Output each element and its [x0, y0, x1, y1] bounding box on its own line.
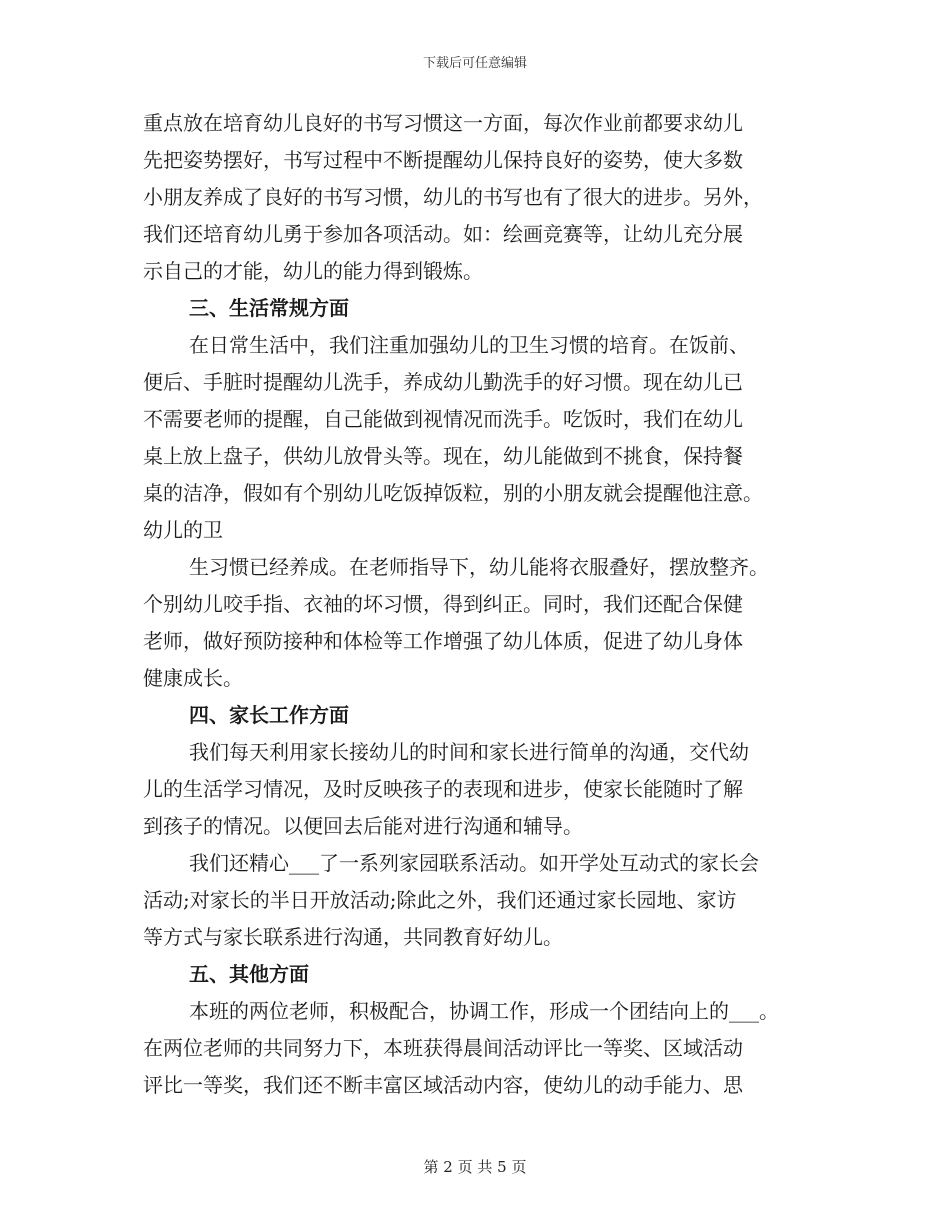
body-line: 桌上放上盘子，供幼儿放骨头等。现在，幼儿能做到不挑食，保持餐	[143, 444, 743, 468]
body-line: 生习惯已经养成。在老师指导下，幼儿能将衣服叠好，摆放整齐。	[189, 555, 769, 579]
body-line: 重点放在培育幼儿良好的书写习惯这一方面，每次作业前都要求幼儿	[143, 111, 743, 135]
body-line: 不需要老师的提醒，自己能做到视情况而洗手。吃饭时，我们在幼儿	[143, 407, 743, 431]
body-line: 儿的生活学习情况，及时反映孩子的表现和进步，使家长能随时了解	[143, 777, 743, 801]
body-line: 示自己的才能，幼儿的能力得到锻炼。	[143, 259, 483, 283]
body-line: 我们每天利用家长接幼儿的时间和家长进行简单的沟通，交代幼	[189, 740, 749, 764]
body-line: 小朋友养成了良好的书写习惯，幼儿的书写也有了很大的进步。另外，	[143, 185, 763, 209]
body-line: 老师，做好预防接种和体检等工作增强了幼儿体质，促进了幼儿身体	[143, 629, 743, 653]
body-line: 先把姿势摆好，书写过程中不断提醒幼儿保持良好的姿势，使大多数	[143, 148, 743, 172]
body-line: 评比一等奖，我们还不断丰富区域活动内容，使幼儿的动手能力、思	[143, 1073, 743, 1097]
body-line: 在两位老师的共同努力下，本班获得晨间活动评比一等奖、区域活动	[143, 1036, 743, 1060]
body-line: 到孩子的情况。以便回去后能对进行沟通和辅导。	[143, 814, 583, 838]
section-heading: 五、其他方面	[189, 962, 309, 986]
page-header: 下载后可任意编辑	[422, 56, 527, 71]
body-line: 在日常生活中，我们注重加强幼儿的卫生习惯的培育。在饭前、	[189, 333, 749, 357]
body-line: 本班的两位老师，积极配合，协调工作，形成一个团结向上的___。	[189, 999, 779, 1023]
document-body	[143, 105, 828, 1104]
section-heading: 四、家长工作方面	[189, 703, 349, 727]
body-line: 桌的洁净，假如有个别幼儿吃饭掉饭粒，别的小朋友就会提醒他注意。	[143, 481, 763, 505]
body-line: 便后、手脏时提醒幼儿洗手，养成幼儿勤洗手的好习惯。现在幼儿已	[143, 370, 743, 394]
body-line: 等方式与家长联系进行沟通，共同教育好幼儿。	[143, 925, 563, 949]
section-heading: 三、生活常规方面	[189, 296, 349, 320]
body-line: 健康成长。	[143, 666, 243, 690]
page-footer: 第 2 页 共 5 页	[423, 1158, 527, 1176]
body-line: 幼儿的卫	[143, 518, 223, 542]
body-line: 我们还精心___了一系列家园联系活动。如开学处互动式的家长会	[189, 851, 759, 875]
body-line: 个别幼儿咬手指、衣袖的坏习惯，得到纠正。同时，我们还配合保健	[143, 592, 743, 616]
body-line: 我们还培育幼儿勇于参加各项活动。如：绘画竞赛等，让幼儿充分展	[143, 222, 743, 246]
body-line: 活动;对家长的半日开放活动;除此之外，我们还通过家长园地、家访	[143, 888, 737, 912]
